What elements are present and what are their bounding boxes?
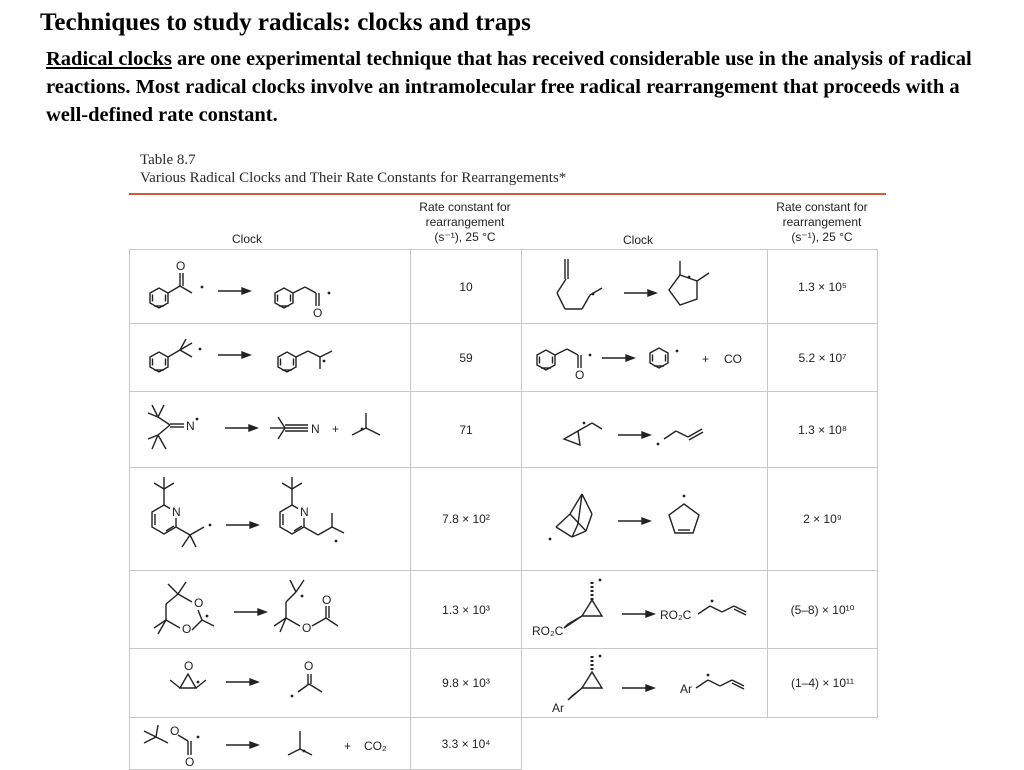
label-oxygen: O — [176, 258, 186, 273]
clock-structure-left — [130, 718, 411, 770]
intro-keyword: Radical clocks — [46, 48, 172, 70]
table-number: Table 8.7 — [140, 152, 196, 168]
label-oxygen: O — [182, 621, 192, 636]
slide-title: Techniques to study radicals: clocks and traps — [40, 9, 531, 36]
label-nitrogen: N — [300, 504, 309, 519]
clock-structure-right — [522, 250, 768, 324]
header-clock-right: Clock — [622, 233, 653, 247]
header-rate-line3: (s⁻¹), 25 °C — [791, 230, 853, 244]
empty-cell — [522, 718, 878, 770]
rate-value: 3.3 × 10⁴ — [411, 718, 522, 770]
clock-structure-right — [522, 649, 768, 718]
rate-value: 10 — [411, 250, 522, 324]
label-aryl: Ar — [552, 700, 564, 715]
clock-structure-left — [130, 392, 411, 468]
label-plus: + — [344, 738, 352, 753]
header-rate-line2: rearrangement — [425, 215, 505, 229]
table-row — [130, 571, 878, 649]
clock-structure-right — [522, 324, 768, 392]
table-row — [130, 392, 878, 468]
rate-value: 71 — [411, 392, 522, 468]
label-nitrogen: N — [186, 418, 195, 433]
clock-structure-left — [130, 468, 411, 571]
header-clock-left: Clock — [231, 232, 262, 246]
label-oxygen: O — [575, 367, 585, 382]
table-row — [130, 649, 878, 718]
table-caption-text: Various Radical Clocks and Their Rate Constants for Rearrangements* — [140, 170, 567, 186]
label-ro2c: RO₂C — [660, 607, 692, 622]
table-row — [130, 718, 878, 770]
clock-structure-left — [130, 324, 411, 392]
rate-value: (1–4) × 10¹¹ — [768, 649, 878, 718]
clock-structure-left — [130, 649, 411, 718]
clock-structure-right — [522, 468, 768, 571]
rate-value: 5.2 × 10⁷ — [768, 324, 878, 392]
header-rate-line1: Rate constant for — [419, 200, 511, 214]
rate-value: 1.3 × 10³ — [411, 571, 522, 649]
rate-value: 2 × 10⁹ — [768, 468, 878, 571]
label-nitrogen: N — [311, 421, 320, 436]
label-co: CO — [724, 351, 742, 366]
label-oxygen: O — [194, 595, 204, 610]
clock-structure-right — [522, 571, 768, 649]
label-plus: + — [332, 421, 340, 436]
header-rate-line3: (s⁻¹), 25 °C — [434, 230, 496, 244]
rate-value: (5–8) × 10¹⁰ — [768, 571, 878, 649]
caption-rule — [129, 193, 886, 195]
table-row — [130, 324, 878, 392]
rate-value: 59 — [411, 324, 522, 392]
label-ro2c: RO₂C — [532, 623, 564, 638]
header-rate-line1: Rate constant for — [776, 200, 868, 214]
clock-structure-right — [522, 392, 768, 468]
rate-value: 9.8 × 10³ — [411, 649, 522, 718]
label-plus: + — [702, 351, 710, 366]
rate-value: 7.8 × 10² — [411, 468, 522, 571]
label-oxygen: O — [322, 592, 332, 607]
label-aryl: Ar — [680, 681, 692, 696]
table-row — [130, 468, 878, 571]
label-oxygen: O — [313, 305, 323, 320]
label-oxygen: O — [185, 754, 195, 769]
label-oxygen: O — [302, 620, 312, 635]
header-rate-right — [752, 200, 892, 245]
radical-clock-table — [129, 249, 878, 770]
header-rate-line2: rearrangement — [782, 215, 862, 229]
header-rate-left — [395, 200, 535, 245]
rate-value: 1.3 × 10⁸ — [768, 392, 878, 468]
label-co2: CO₂ — [364, 738, 387, 753]
clock-structure-left — [130, 571, 411, 649]
clock-structure-left — [130, 250, 411, 324]
table-caption — [140, 152, 566, 187]
rate-value: 1.3 × 10⁵ — [768, 250, 878, 324]
label-oxygen: O — [304, 658, 314, 673]
label-oxygen: O — [184, 658, 194, 673]
table-row — [130, 250, 878, 324]
label-nitrogen: N — [172, 504, 181, 519]
label-oxygen: O — [170, 723, 180, 738]
intro-paragraph — [46, 45, 1006, 129]
intro-text: are one experimental technique that has received considerable use in the analysis of radical reactions. Most radical clocks involve an intramolecular free radical rearrangement that proceeds with a well-defined rate constant. — [46, 48, 972, 126]
